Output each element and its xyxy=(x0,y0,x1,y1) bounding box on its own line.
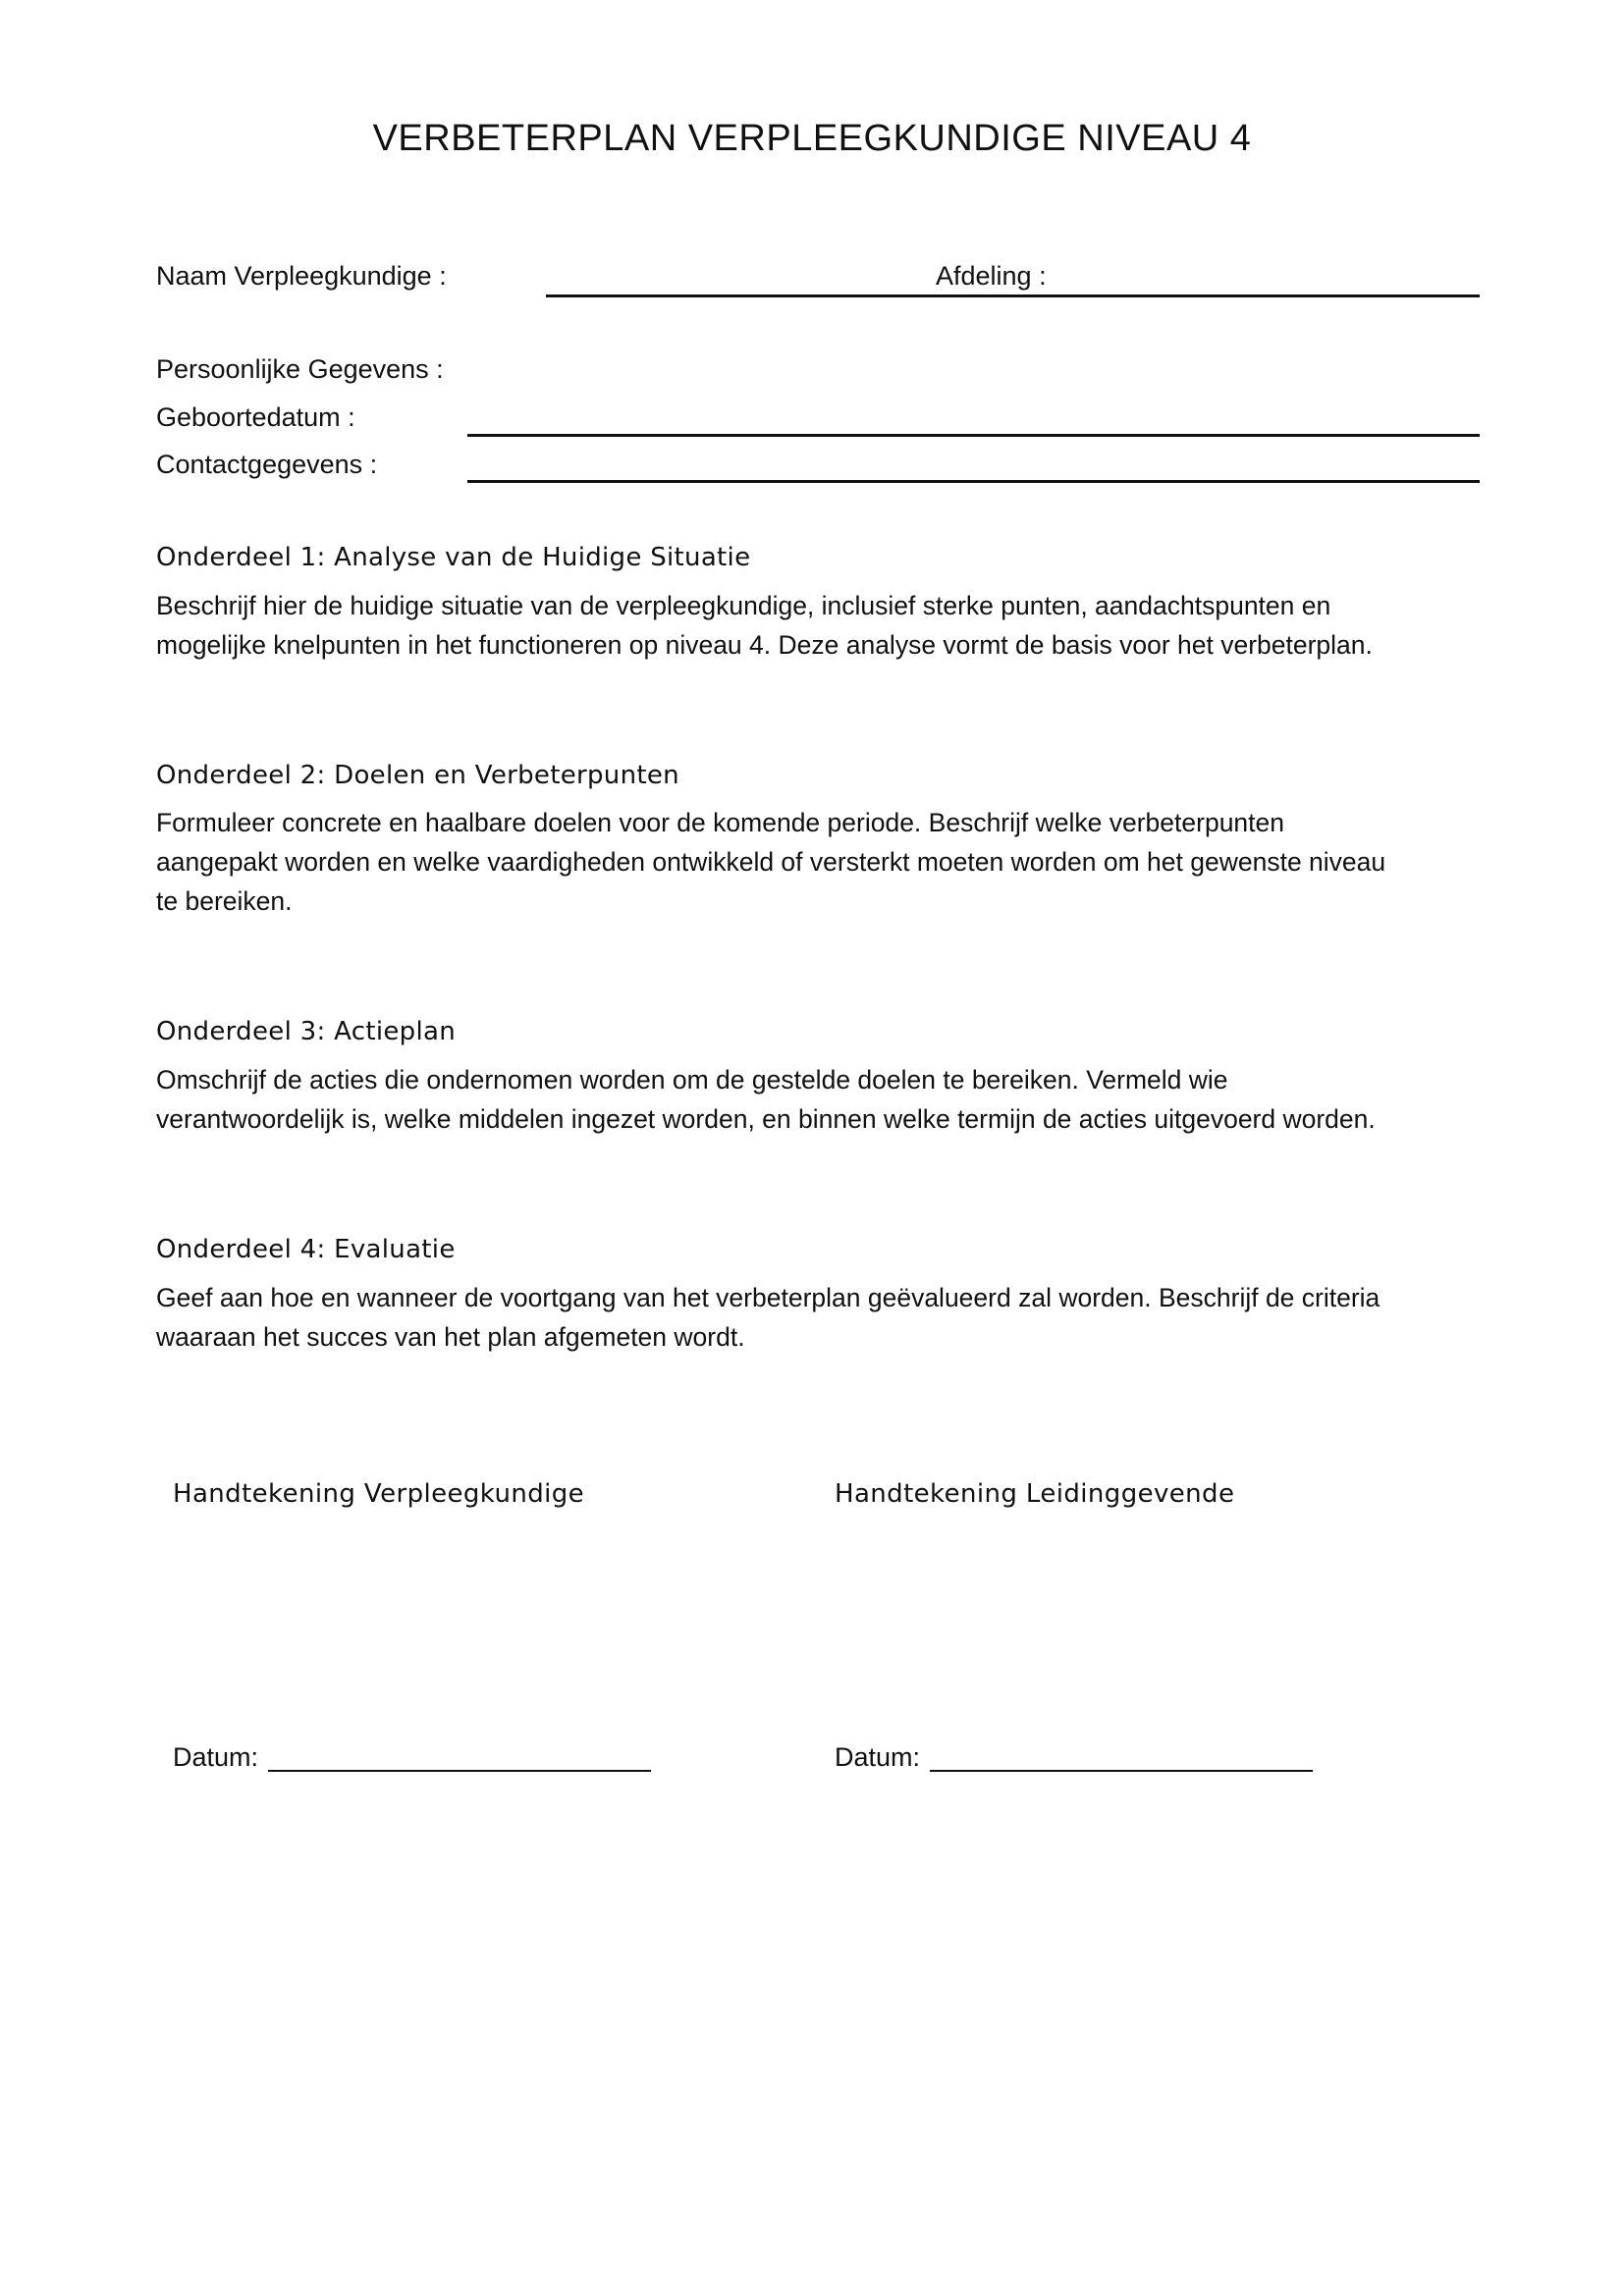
datum-left-line[interactable] xyxy=(268,1770,651,1772)
section-1-body xyxy=(156,586,1491,665)
section-4-heading: Onderdeel 4: Evaluatie xyxy=(156,1235,456,1264)
signature-manager-title: Handtekening Leidinggevende xyxy=(835,1479,1235,1509)
geboortedatum-label: Geboortedatum : xyxy=(156,402,355,432)
datum-left-label: Datum: xyxy=(173,1742,259,1772)
section-4-body xyxy=(156,1278,1491,1357)
contactgegevens-label: Contactgegevens : xyxy=(156,450,378,479)
datum-right-line[interactable] xyxy=(930,1770,1313,1772)
naam-afdeling-line[interactable] xyxy=(546,294,1480,297)
section-2-body xyxy=(156,803,1491,921)
section-2-line-2: aangepakt worden en welke vaardigheden ontwikkeld of versterkt moeten worden om het gewenste niveau xyxy=(156,847,1386,877)
section-3-heading: Onderdeel 3: Actieplan xyxy=(156,1017,457,1046)
section-4-line-1: Geef aan hoe en wanneer de voortgang van het verbeterplan geëvalueerd zal worden. Beschrijf de criteria xyxy=(156,1283,1380,1312)
section-1-heading: Onderdeel 1: Analyse van de Huidige Situatie xyxy=(156,543,751,572)
section-2-heading: Onderdeel 2: Doelen en Verbeterpunten xyxy=(156,761,679,790)
page-title: VERBETERPLAN VERPLEEGKUNDIGE NIVEAU 4 xyxy=(372,118,1252,159)
geboortedatum-line[interactable] xyxy=(467,434,1480,437)
signature-nurse-title: Handtekening Verpleegkundige xyxy=(173,1479,585,1509)
section-2-line-3: te bereiken. xyxy=(156,886,293,916)
afdeling-label: Afdeling : xyxy=(936,261,1047,291)
datum-right-label: Datum: xyxy=(835,1742,921,1772)
naam-label: Naam Verpleegkundige : xyxy=(156,261,447,291)
section-4-line-2: waaraan het succes van het plan afgemeten wordt. xyxy=(156,1322,745,1352)
section-2-line-1: Formuleer concrete en haalbare doelen voor de komende periode. Beschrijf welke verbeterpunten xyxy=(156,808,1285,837)
contactgegevens-line[interactable] xyxy=(467,480,1480,483)
section-3-line-2: verantwoordelijk is, welke middelen ingezet worden, en binnen welke termijn de acties uitgevoerd worden. xyxy=(156,1104,1376,1134)
section-3-line-1: Omschrijf de acties die ondernomen worden om de gestelde doelen te bereiken. Vermeld wie xyxy=(156,1065,1228,1095)
section-1-line-2: mogelijke knelpunten in het functioneren op niveau 4. Deze analyse vormt de basis voor het verbeterplan. xyxy=(156,630,1373,660)
section-1-line-1: Beschrijf hier de huidige situatie van de verpleegkundige, inclusief sterke punten, aandachtspunten en xyxy=(156,591,1331,620)
section-3-body xyxy=(156,1060,1491,1139)
persoonlijke-gegevens-label: Persoonlijke Gegevens : xyxy=(156,354,444,384)
